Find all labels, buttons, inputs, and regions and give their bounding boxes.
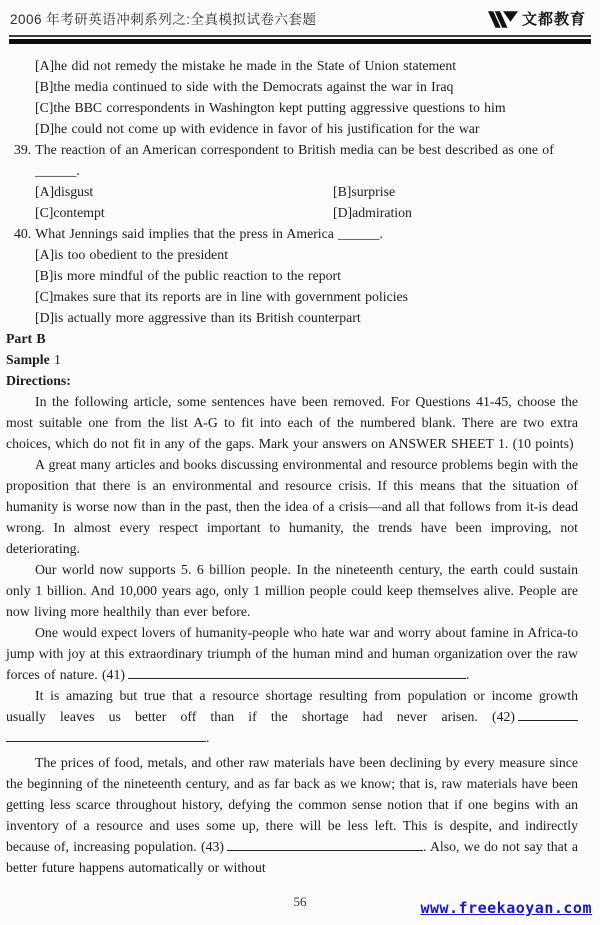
paragraph-text: The prices of food, metals, and other raw materials have been declining by every measure since the beginning of the nineteenth century, and as far back as we know; that is, raw materials have been getting less scarce throughout history, defying the common sense notion that if one begins with an inventory of a resource and uses some up, there will be less left. This is despite, and indirectly because of, increasing population. xyxy=(6,755,578,854)
blank-43-line xyxy=(227,836,297,851)
part-b-heading: Part B xyxy=(6,331,46,346)
blank-43-label: (43) xyxy=(200,839,224,854)
blank-41-label: (41) xyxy=(101,667,125,682)
paragraph-text: It is amazing but true that a resource shortage resulting from population or income growth usually leaves us better off than if the shortage had never arisen. xyxy=(6,688,578,724)
passage-paragraph-5 xyxy=(6,752,578,878)
option-line: [A]is too obedient to the president xyxy=(35,247,229,262)
question-stem-text: The reaction of an American correspondent to British media can be best described as one of xyxy=(35,142,554,157)
page-number: 56 xyxy=(293,894,307,909)
sample-heading xyxy=(6,349,578,370)
option-line: [A]disgust xyxy=(35,184,94,199)
question-39-blank: ______. xyxy=(35,163,80,178)
option-line: [B]surprise xyxy=(333,184,396,199)
directions-paragraph: In the following article, some sentences have been removed. For Questions 41-45, choose the most suitable one from the list A-G to fit into each of the numbered blank. There are two extra choices, which do not fit in any of the gaps. Mark your answers on ANSWER SHEET 1. (10 points) xyxy=(6,394,578,451)
option-line: [B]is more mindful of the public reaction to the report xyxy=(35,268,341,283)
option-line: [D]admiration xyxy=(333,205,412,220)
period: . xyxy=(465,667,470,682)
option-line: [D]is actually more aggressive than its British counterpart xyxy=(35,310,361,325)
passage-paragraph-2: Our world now supports 5. 6 billion people. In the nineteenth century, the earth could sustain only 1 billion. And 10,000 years ago, only 1 million people could keep themselves alive. People are now living more healthily than ever before. xyxy=(6,562,578,619)
page-header xyxy=(0,0,600,35)
blank-42-line-cont xyxy=(6,727,206,742)
question-number: 40. xyxy=(14,226,32,241)
question-39-stem xyxy=(14,139,578,160)
footer-url-link[interactable]: www.freekaoyan.com xyxy=(420,899,592,917)
sample-label: Sample xyxy=(6,352,50,367)
period: . xyxy=(206,730,210,745)
paragraph-text: One would expect lovers of humanity-people who hate war and worry about famine in Africa-to jump with joy at this extraordinary triumph of the human mind and human organization over the raw forces of nature. xyxy=(6,625,578,682)
brand xyxy=(488,9,586,30)
passage-paragraph-1: A great many articles and books discussing environmental and resource problems begin with the proposition that there is an environmental and resource crisis. If this means that the situation of humanity is worse now than in the past, then the idea of a crisis—and all that follows from it-is dead wrong. In almost every respect important to humanity, the trends have been improving, not deteriorating. xyxy=(6,457,578,556)
wendu-w-logo-icon xyxy=(488,11,518,28)
question-39-options-row xyxy=(35,181,578,202)
question-number: 39. xyxy=(14,142,32,157)
brand-name: 文都教育 xyxy=(521,11,586,28)
blank-42-label: (42) xyxy=(492,709,515,724)
option-line: [C]the BBC correspondents in Washington kept putting aggressive questions to him xyxy=(35,100,506,115)
option-line: [D]he could not come up with evidence in favor of his justification for the war xyxy=(35,121,480,136)
question-stem-text: What Jennings said implies that the press in America ______. xyxy=(35,226,383,241)
paragraph-tail: . Also, we do not say that a better future happens automatically or without xyxy=(6,839,578,875)
passage-paragraph-3 xyxy=(6,622,578,685)
header-rule-thin xyxy=(9,35,591,37)
blank-42-line xyxy=(518,706,578,721)
blank-41-line xyxy=(128,664,466,679)
question-39-options-row xyxy=(35,202,578,223)
book-title: 2006 年考研英语冲刺系列之:全真模拟试卷六套题 xyxy=(10,12,317,27)
passage-paragraph-4 xyxy=(6,685,578,748)
sample-number: 1 xyxy=(49,352,61,367)
question-40-stem xyxy=(14,223,578,244)
option-line: [C]contempt xyxy=(35,205,105,220)
directions-heading: Directions: xyxy=(6,373,71,388)
option-line: [A]he did not remedy the mistake he made in the State of Union statement xyxy=(35,58,457,73)
blank-43-line-cont xyxy=(297,836,423,851)
page-content xyxy=(0,44,600,878)
option-line: [B]the media continued to side with the Democrats against the war in Iraq xyxy=(35,79,454,94)
option-line: [C]makes sure that its reports are in line with government policies xyxy=(35,289,409,304)
